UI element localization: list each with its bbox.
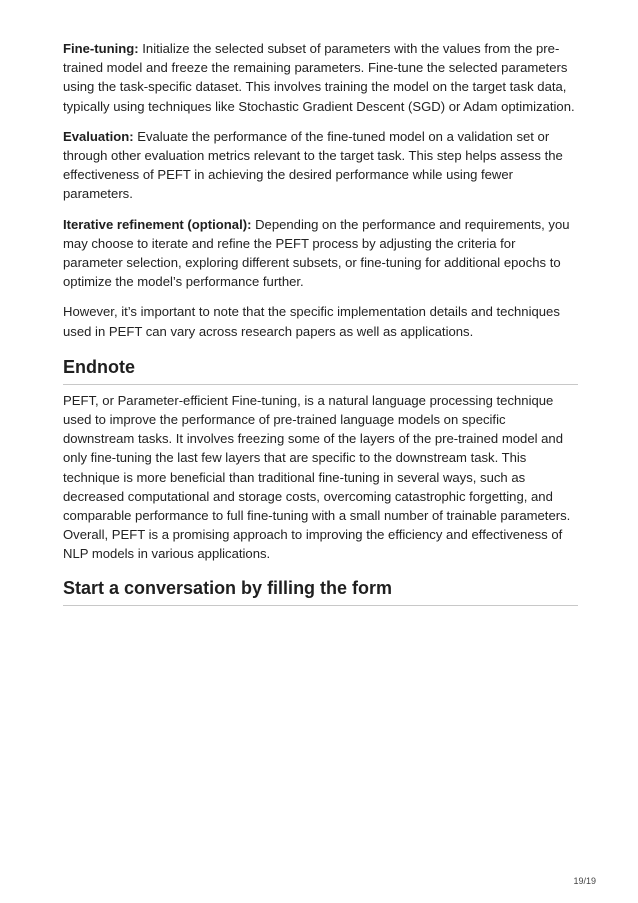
iterative-text: Depending on the performance and requirements, you may choose to iterate and refine the PEFT process by adjusting the criteria for parameter selection, exploring different subsets, or fine-tuning for additional epochs to optimize the model’s performance further. — [63, 216, 570, 290]
evaluation-term: Evaluation: — [63, 128, 134, 144]
finetuning-text: Initialize the selected subset of parameters with the values from the pre-trained model and freeze the remaining parameters. Fine-tune the selected parameters using the task-specific dataset. This involves training the model on the target task data, typically using techniques like Stochastic Gradient Descent (SGD) or Adam optimization. — [63, 41, 575, 114]
evaluation-paragraph — [63, 127, 578, 204]
iterative-term: Iterative refinement (optional): — [63, 216, 252, 232]
iterative-paragraph — [63, 215, 578, 292]
endnote-paragraph: PEFT, or Parameter-efficient Fine-tuning, is a natural language processing technique used to improve the performance of pre-trained language models on specific downstream tasks. It involves freezing some of the layers of the pre-trained model and only fine-tuning the last few layers that are specific to the downstream task. This technique is more beneficial than traditional fine-tuning in several ways, such as decreased computational and storage costs, overcoming catastrophic forgetting, and comparable performance to full fine-tuning with a small number of trainable parameters. Overall, PEFT is a promising approach to improving the efficiency and effectiveness of NLP models in various applications. — [63, 392, 571, 562]
however-paragraph: However, it’s important to note that the specific implementation details and techniques used in PEFT can vary across research papers as well as applications. — [63, 304, 560, 339]
finetuning-paragraph — [63, 39, 578, 116]
form-section-heading: Start a conversation by filling the form — [63, 576, 578, 606]
finetuning-term: Fine-tuning: — [63, 41, 139, 56]
endnote-heading: Endnote — [63, 355, 578, 385]
evaluation-text: Evaluate the performance of the fine-tuned model on a validation set or through other evaluation metrics relevant to the target task. This step helps assess the effectiveness of PEFT in achieving the desired performance while using fewer parameters. — [63, 128, 563, 202]
document-body — [63, 39, 578, 606]
page-number: 19/19 — [573, 876, 596, 886]
